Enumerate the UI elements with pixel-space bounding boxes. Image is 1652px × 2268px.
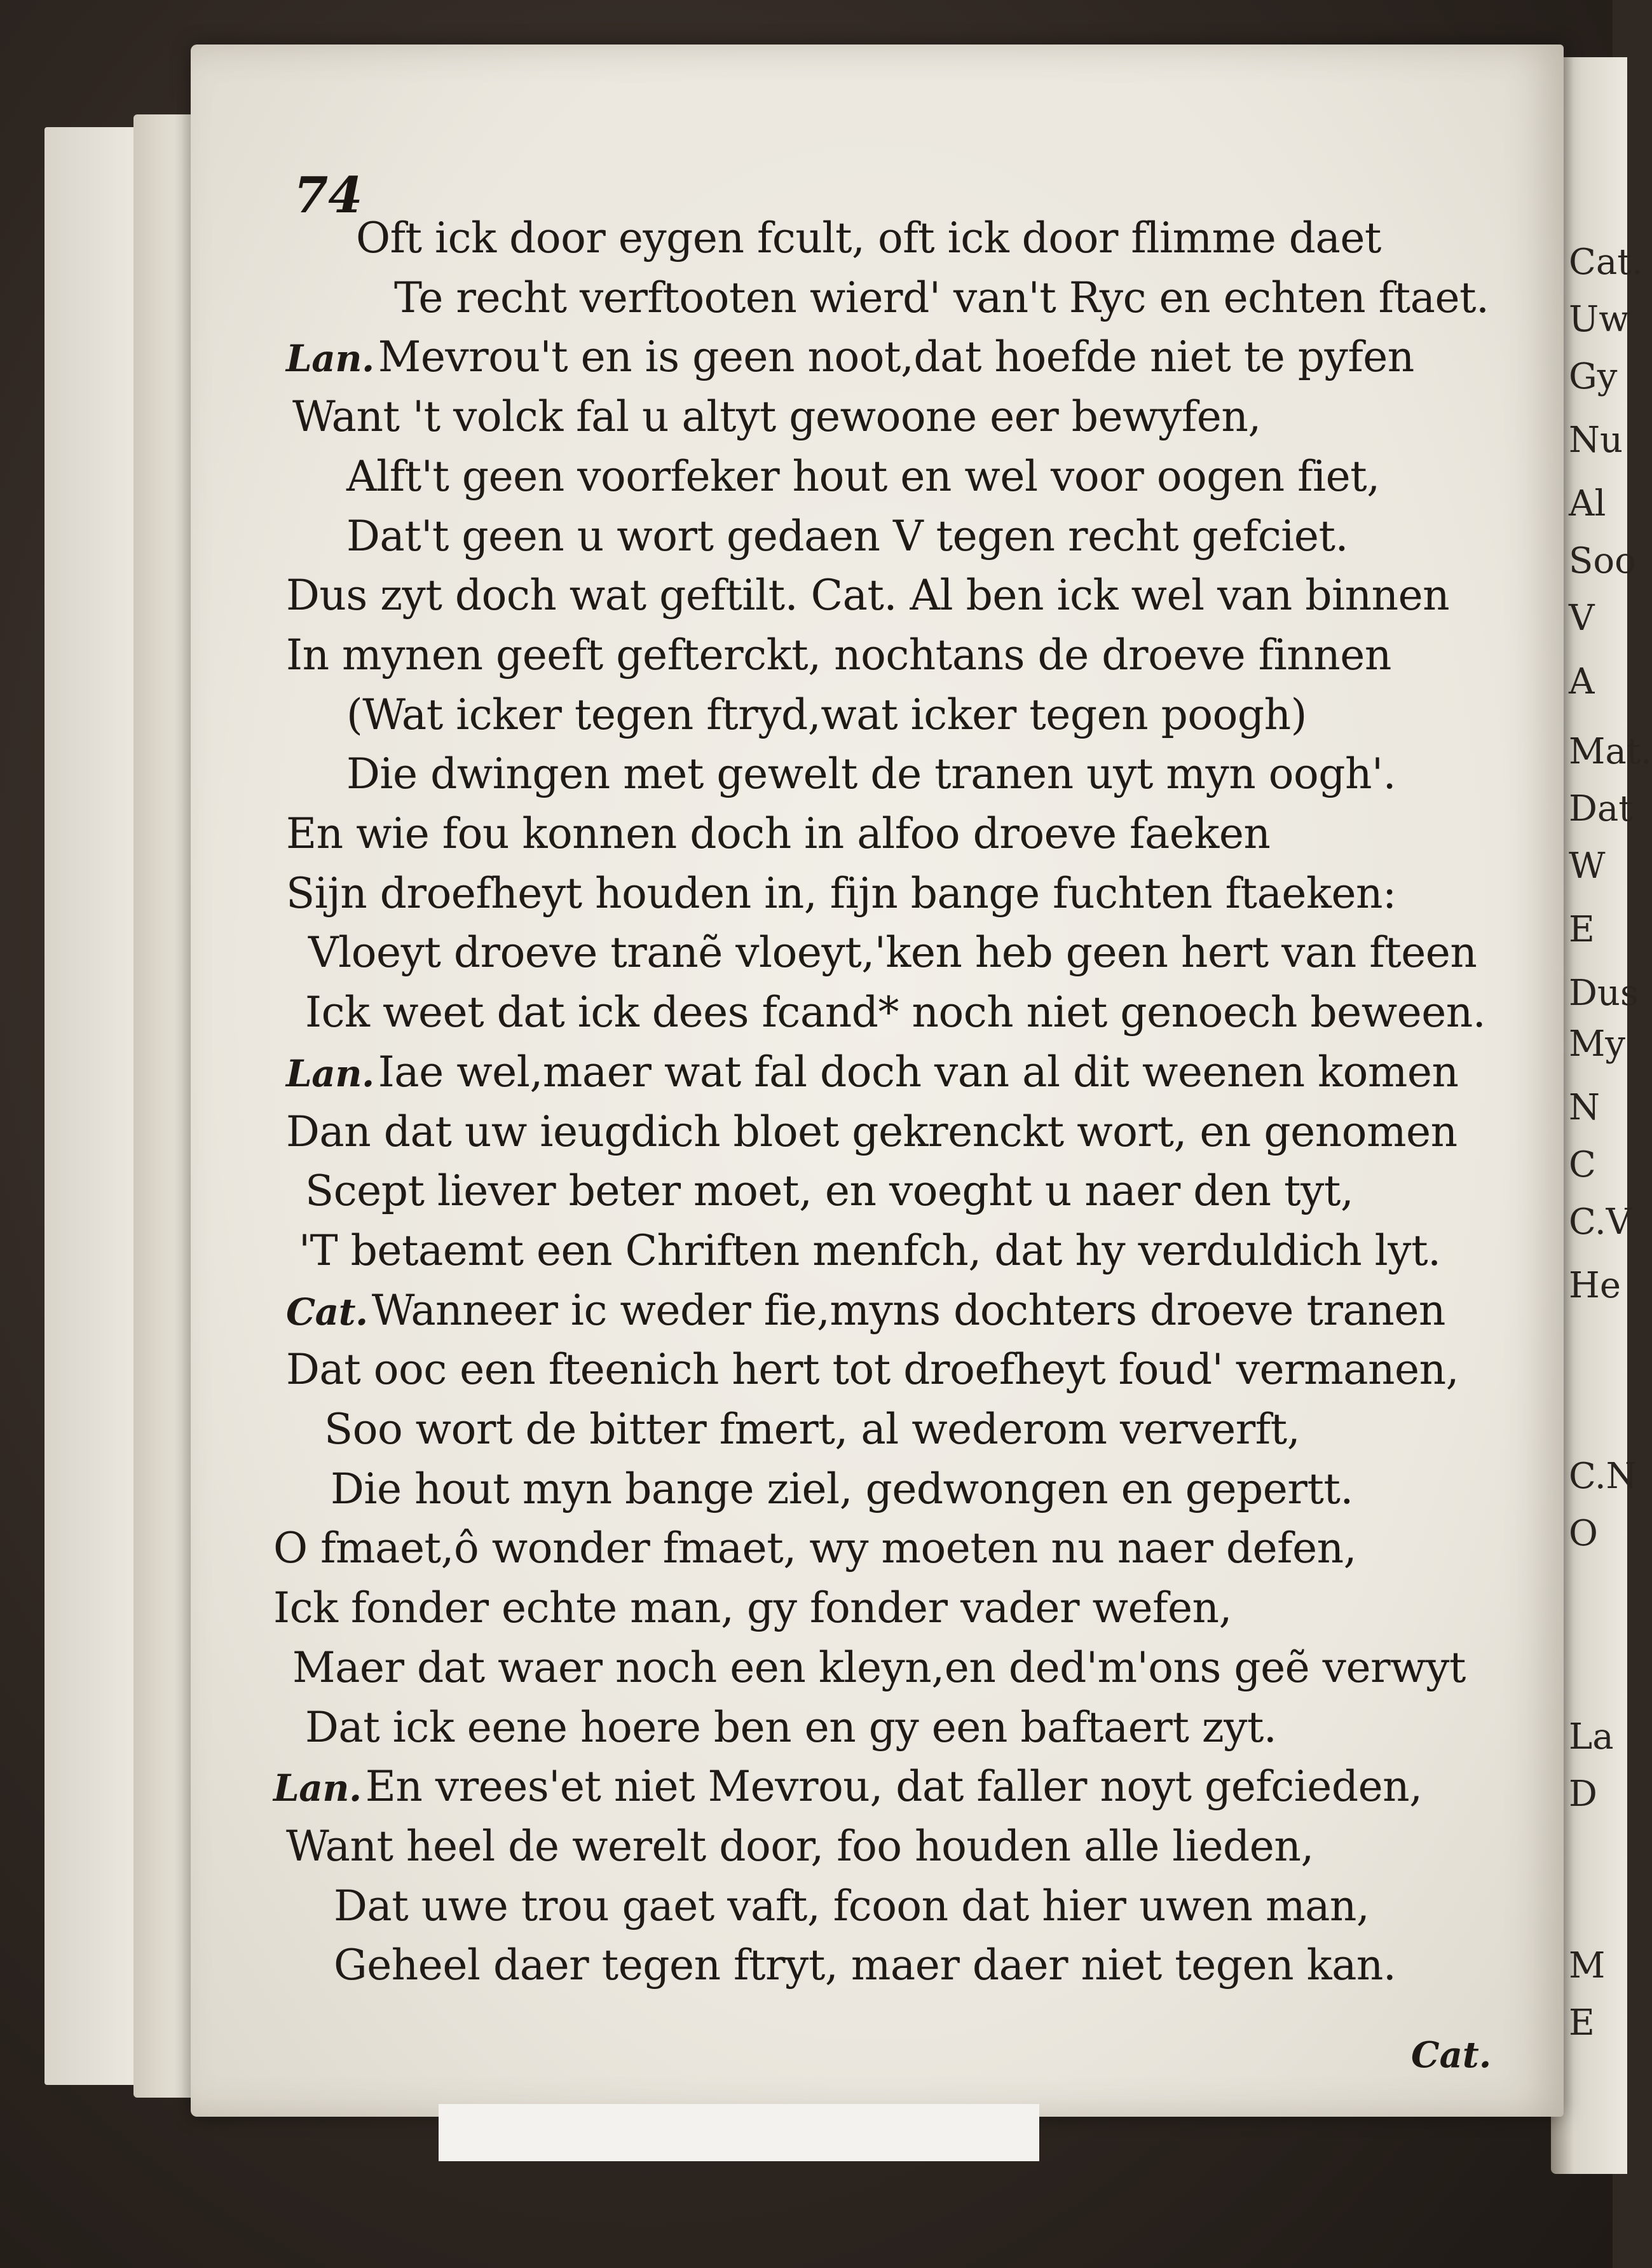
verse-line-text: Scept liever beter moet, en voeght u naer den tyt, [305, 1166, 1354, 1216]
verse-line-text: En vrees'et niet Mevrou, dat faller noyt gefcieden, [365, 1762, 1423, 1812]
verse-line [286, 1341, 1459, 1398]
verse-line [286, 865, 1396, 922]
verse-line [305, 1163, 1353, 1220]
facing-page-fragment: O [1569, 1513, 1598, 1554]
facing-page-fragment: La [1569, 1716, 1614, 1758]
verse-line [273, 1580, 1232, 1637]
verse-line [273, 1758, 1423, 1817]
verse-line-text: Dat't geen u wort gedaen V tegen recht gefciet. [346, 511, 1348, 561]
verse-line-text: Geheel daer tegen ftryt, maer daer niet tegen kan. [334, 1941, 1396, 1990]
facing-page-fragment: Uw [1569, 299, 1630, 340]
verse-line-text: 'T betaemt een Chriften menfch, dat hy verduldich lyt. [299, 1226, 1441, 1275]
facing-page-fragment: V [1569, 598, 1595, 639]
speaker-label: Cat. [286, 1290, 368, 1334]
verse-line-text: O fmaet,ô wonder fmaet, wy moeten nu naer defen, [273, 1524, 1357, 1573]
verse-line [346, 746, 1396, 803]
verse-line-text: Ick weet dat ick dees fcand* noch niet genoech beween. [305, 988, 1486, 1037]
verse-line [346, 687, 1307, 744]
verse-line [299, 1222, 1441, 1280]
verse-line-text: Wanneer ic weder fie,myns dochters droeve tranen [371, 1285, 1445, 1335]
verse-line-text: Mevrou't en is geen noot,dat hoefde niet te pyfen [378, 332, 1414, 382]
verse-line [394, 270, 1489, 327]
verse-line [324, 1401, 1300, 1458]
facing-page-fragment: C.N [1569, 1456, 1637, 1497]
verse-line-text: Sijn droefheyt houden in, fijn bange fuchten ftaeken: [286, 868, 1396, 918]
verse-line-text: Iae wel,maer wat fal doch van al dit weenen komen [378, 1047, 1459, 1096]
facing-page-fragment: A [1569, 661, 1595, 702]
verse-line-text: Dat uwe trou gaet vaft, fcoon dat hier uwen man, [334, 1881, 1370, 1930]
facing-page-fragment: Gy [1569, 356, 1618, 397]
facing-page-fragment: C.V [1569, 1201, 1632, 1243]
verse-line-text: Te recht verftooten wierd' van't Ryc en echten ftaet. [394, 273, 1489, 322]
facing-page-fragment: Dat [1569, 788, 1633, 830]
verse-line [308, 924, 1477, 981]
verse-line-text: Vloeyt droeve tranẽ vloeyt,'ken heb geen hert van fteen [308, 928, 1477, 978]
verse-line [286, 627, 1391, 684]
page-bottom-patch [439, 2104, 1039, 2161]
facing-page-fragment: E [1569, 909, 1595, 950]
verse-line-text: (Wat icker tegen ftryd,wat icker tegen poogh) [346, 690, 1307, 739]
verse-line-text: Maer dat waer noch een kleyn,en ded'm'ons geẽ verwyt [292, 1643, 1466, 1692]
verse-line [286, 1103, 1457, 1161]
facing-page-fragment: Soo [1569, 540, 1636, 582]
facing-page-fragment: Dus [1569, 973, 1639, 1014]
facing-page-fragment: D [1569, 1773, 1597, 1815]
facing-page-fragment: M [1569, 1945, 1606, 1986]
verse-line-text: Dat ick eene hoere ben en gy een baftaert zyt. [305, 1702, 1277, 1752]
facing-page-fragment: Al [1569, 483, 1606, 524]
facing-page-fragment: Mat. [1569, 731, 1652, 772]
verse-line [292, 1639, 1466, 1697]
verse-line [331, 1461, 1353, 1518]
verse-line [286, 1282, 1445, 1341]
verse-line-text: Dan dat uw ieugdich bloet gekrenckt wort, en genomen [286, 1107, 1457, 1156]
facing-page-fragment: E [1569, 2002, 1595, 2044]
verse-line-text: Dat ooc een fteenich hert tot droefheyt foud' vermanen, [286, 1345, 1459, 1395]
verse-line-text: Die dwingen met gewelt de tranen uyt myn oogh'. [346, 749, 1396, 799]
verse-line [286, 1818, 1314, 1875]
verse-line-text: Die hout myn bange ziel, gedwongen en gepertt. [331, 1464, 1353, 1513]
page-number: 74 [294, 167, 363, 224]
facing-page-fragment: My [1569, 1023, 1625, 1065]
verse-line [305, 1699, 1276, 1756]
speaker-label: Lan. [286, 337, 374, 381]
verse-line-text: In mynen geeft gefterckt, nochtans de droeve finnen [286, 630, 1391, 680]
verse-line [346, 508, 1348, 565]
verse-line-text: Alft't geen voorfeker hout en wel voor oogen fiet, [346, 451, 1380, 501]
speaker-label: Lan. [286, 1051, 374, 1095]
verse-line [356, 210, 1381, 267]
verse-line [273, 1520, 1356, 1577]
verse-line [286, 567, 1449, 624]
catchword: Cat. [1411, 2034, 1492, 2076]
verse-line-text: Want heel de werelt door, foo houden alle lieden, [286, 1821, 1314, 1871]
verse-line-text: Ick fonder echte man, gy fonder vader wefen, [273, 1583, 1232, 1633]
verse-line [346, 448, 1380, 505]
verse-line [334, 1878, 1369, 1935]
verse-line [286, 329, 1414, 387]
facing-page-fragment: W [1569, 845, 1606, 887]
verse-line-text: Dus zyt doch wat geftilt. Cat. Al ben ick wel van binnen [286, 571, 1450, 620]
verse-line [286, 1044, 1458, 1102]
facing-page-fragment: Nu [1569, 420, 1623, 461]
verse-line-text: Oft ick door eygen fcult, oft ick door flimme daet [356, 214, 1381, 263]
verse-line [305, 984, 1485, 1041]
verse-line-text: Soo wort de bitter fmert, al wederom ververft, [324, 1405, 1300, 1454]
verse-line [286, 805, 1270, 863]
facing-page-fragment: N [1569, 1087, 1600, 1128]
verse-line [292, 388, 1261, 446]
facing-page-fragment: He [1569, 1265, 1621, 1306]
speaker-label: Lan. [273, 1766, 362, 1810]
facing-page-fragment: Cat. [1569, 242, 1643, 283]
verse-line-text: Want 't volck fal u altyt gewoone eer bewyfen, [292, 392, 1261, 442]
facing-page-fragment: C [1569, 1144, 1596, 1185]
verse-line [334, 1937, 1396, 1994]
verse-line-text: En wie fou konnen doch in alfoo droeve faeken [286, 809, 1271, 858]
